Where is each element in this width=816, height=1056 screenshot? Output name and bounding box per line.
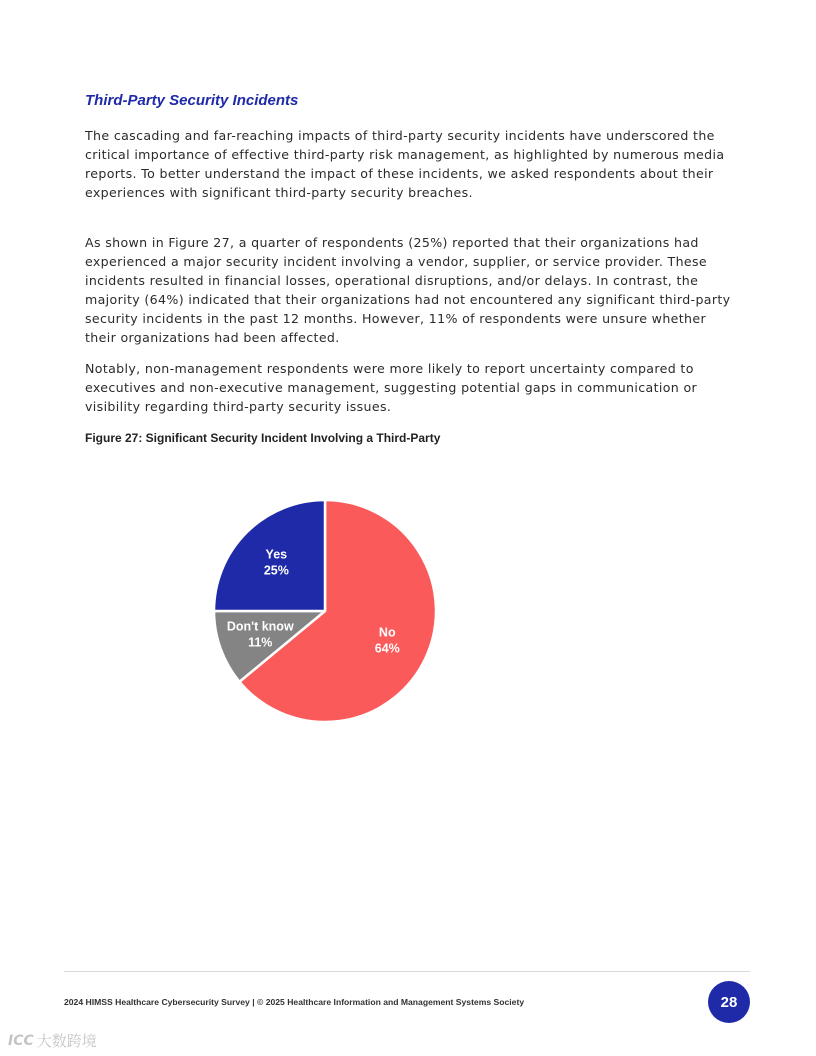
paragraph-notably: Notably, non-management respondents were more likely to report uncertainty compared to executives and non-executive management, suggesting potential gaps in communication or visibility regarding third-party security issues. [85, 361, 698, 414]
figure-caption: Figure 27: Significant Security Incident Involving a Third-Party [85, 431, 441, 445]
pie-value-no: 64% [374, 641, 400, 656]
paragraph-results: As shown in Figure 27, a quarter of respondents (25%) reported that their organizations had experienced a major security incident involving a vendor, supplier, or service provider. These incidents resulted in financial losses, operational disruptions, and/or delays. In contrast, the majority (64%) indicated that their organizations had not encountered any significant third-party security incidents in the past 12 months. However, 11% of respondents were unsure whether their organizations had been affected. [85, 235, 731, 345]
pie-label-no: No [378, 625, 396, 640]
footer-divider [64, 971, 750, 972]
pie-label-don-t-know: Don't know [226, 619, 294, 634]
watermark-logo: ICC [8, 1032, 34, 1049]
watermark-text: 大数跨境 [36, 1032, 97, 1050]
pie-value-yes: 25% [263, 563, 289, 578]
pie-label-yes: Yes [265, 547, 288, 562]
footer-text: 2024 HIMSS Healthcare Cybersecurity Survey | © 2025 Healthcare Information and Management Systems Society [64, 997, 525, 1007]
watermark [8, 1030, 97, 1051]
paragraph-intro: The cascading and far-reaching impacts of third-party security incidents have underscored the critical importance of effective third-party risk management, as highlighted by numerous media reports. To better understand the impact of these incidents, we asked respondents about their experiences with significant third-party security breaches. [85, 128, 725, 200]
page-number-badge: 28 [708, 981, 750, 1023]
pie-value-don-t-know: 11% [248, 635, 273, 650]
section-title: Third-Party Security Incidents [85, 92, 299, 109]
